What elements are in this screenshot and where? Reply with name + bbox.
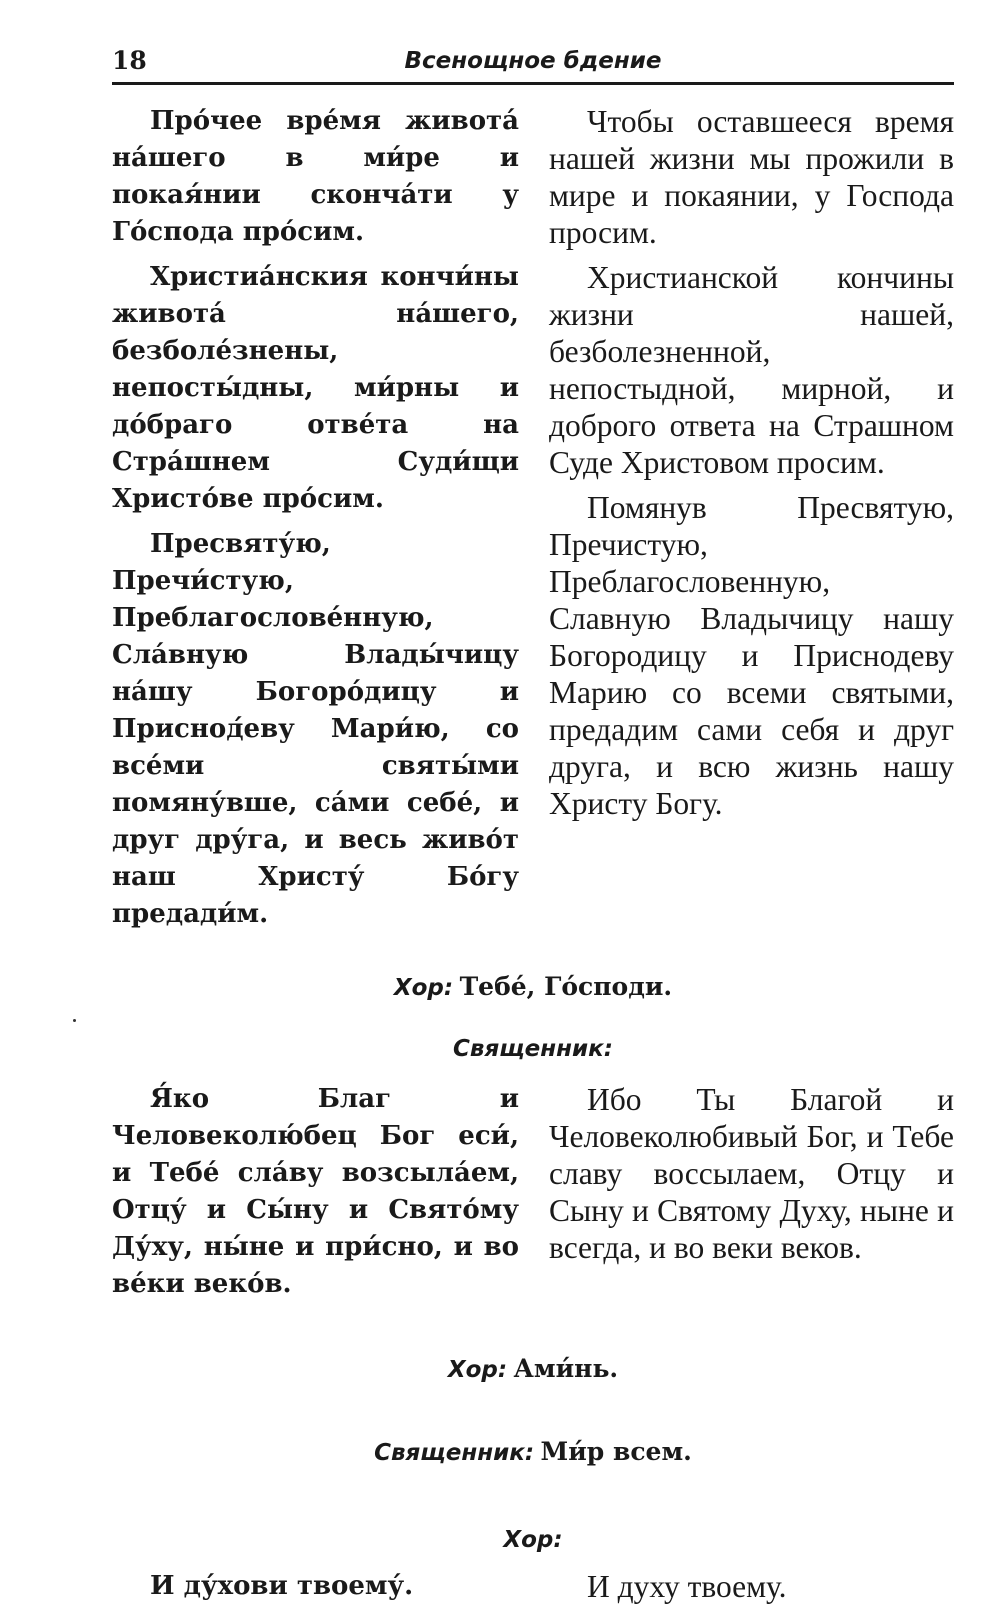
priest-rubric	[112, 1030, 954, 1067]
slavonic-petition: Пресвяту́ю, Пречи́стую, Преблагослове́нную, Сла́вную Влады́чицу на́шу Богоро́дицу и Приснод́еву Мари́ю, со все́ми святы́ми помяну́вше, са́ми себе́, и друг дру́га, и весь живо́т наш Христу́ Бо́гу предади́м.	[112, 529, 519, 929]
speaker-label: Хор:	[447, 1357, 508, 1383]
page-number: 18	[112, 46, 147, 75]
speaker-label: Хор:	[393, 975, 454, 1001]
stray-mark	[73, 1019, 76, 1022]
speaker-label: Священник:	[453, 1036, 613, 1062]
russian-translation-column	[549, 103, 954, 941]
slavonic-petition: Про́чее вре́мя живота́ на́шего в ми́ре и покая́нии скончáти у Го́спода про́сим.	[112, 106, 519, 247]
choir-response: Тебе́, Го́споди.	[459, 972, 673, 1001]
slavonic-petition: Христиа́нския кончи́ны живота́ на́шего, безболе́знены, непосты́дны, ми́рны и до́браго отве́та на Стра́шнем Суди́щи Христо́ве про́сим.	[112, 262, 519, 514]
speaker-label: Священник:	[374, 1440, 535, 1466]
priest-words: Ми́р всем.	[540, 1437, 692, 1466]
litany-block	[112, 103, 954, 941]
choir-rubric	[112, 1351, 954, 1388]
russian-petition: Чтобы оставшееся время нашей жизни мы прожили в мире и покаянии, у Господа просим.	[549, 104, 954, 250]
russian-petition: Христианской кончины жизни нашей, безболезненной, непостыдной, мирной, и доброго ответа на Страшном Суде Христовом просим.	[549, 260, 954, 480]
church-slavonic-column	[112, 1081, 519, 1311]
choir-rubric	[112, 1521, 954, 1558]
russian-response: И духу твоему.	[587, 1569, 787, 1604]
choir-response: Ами́нь.	[513, 1354, 619, 1383]
priest-rubric	[112, 1434, 954, 1471]
response-block	[112, 1568, 954, 1613]
running-title: Всенощное бдение	[404, 48, 662, 74]
russian-translation-column	[549, 1568, 954, 1613]
church-slavonic-column	[112, 1568, 519, 1613]
russian-translation-column	[549, 1081, 954, 1311]
slavonic-response: И ду́хови твоему́.	[150, 1571, 414, 1601]
book-page	[112, 40, 954, 1613]
speaker-label: Хор:	[503, 1527, 563, 1553]
doxology-block	[112, 1081, 954, 1311]
choir-rubric	[112, 969, 954, 1006]
church-slavonic-column	[112, 103, 519, 941]
slavonic-exclamation: Я́ко Благ и Человеколю́бец Бог еси́, и Тебе́ сла́ву возсыла́ем, Отцу́ и Сы́ну и Свято́му Ду́ху, ны́не и при́сно, и во ве́ки веко́в.	[112, 1084, 519, 1299]
russian-exclamation: Ибо Ты Благой и Человеколюбивый Бог, и Тебе славу воссылаем, Отцу и Сыну и Святому Духу, ныне и всегда, и во веки веков.	[549, 1082, 954, 1265]
russian-petition: Помянув Пресвятую, Пречистую, Преблагословенную, Славную Владычицу нашу Богородицу и Приснодеву Марию со всеми святыми, предадим сами себя и друг друга, и всю жизнь нашу Христу Богу.	[549, 490, 954, 821]
page-header	[112, 40, 954, 85]
